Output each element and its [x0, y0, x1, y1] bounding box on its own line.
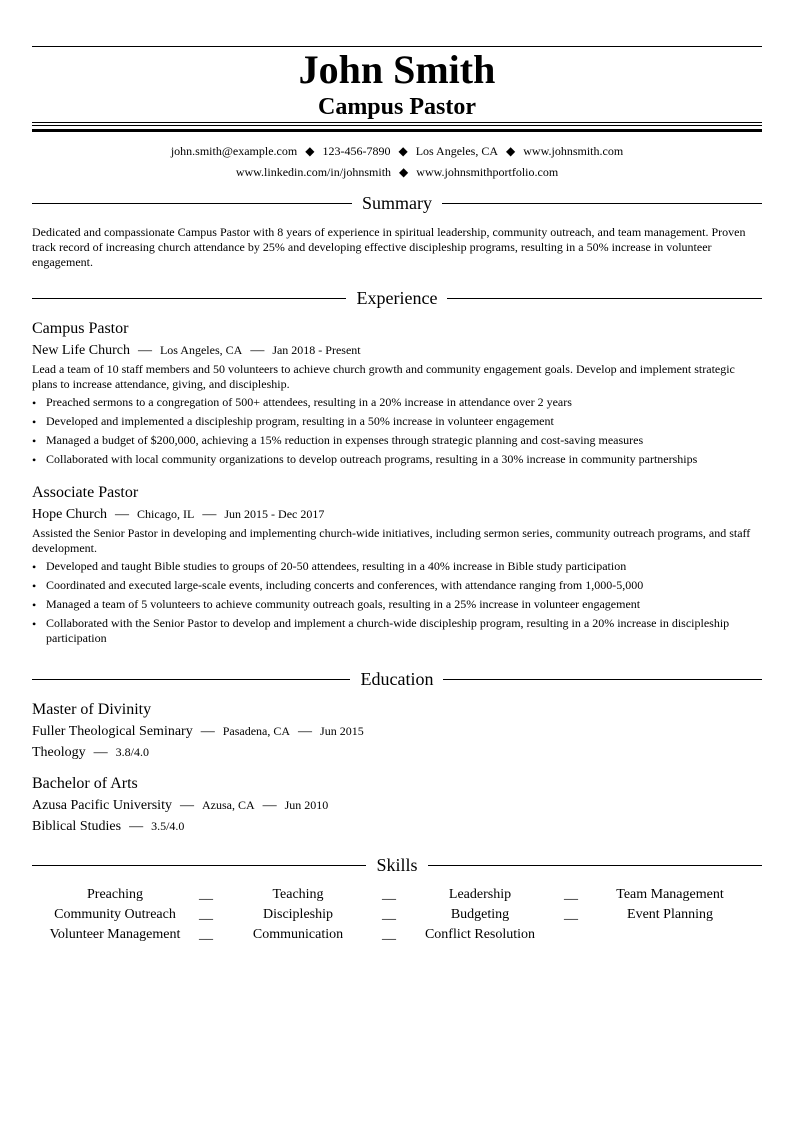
- dash-separator: —: [115, 507, 130, 522]
- degree-title: Master of Divinity: [32, 701, 152, 718]
- contact-line-2: [32, 164, 762, 180]
- contact-website[interactable]: www.johnsmith.com: [523, 144, 624, 158]
- dash-separator: —: [298, 724, 313, 739]
- list-item: • Collaborated with the Senior Pastor to develop and implement a church-wide discipleship program, resulting in a 20% increase in discipleship participation: [32, 616, 762, 646]
- summary-heading: [32, 193, 762, 215]
- school-name: Azusa Pacific University: [32, 798, 172, 813]
- dash-separator: —: [202, 507, 217, 522]
- list-item: • Developed and taught Bible studies to groups of 20-50 attendees, resulting in a 40% increase in Bible study participation: [32, 559, 762, 574]
- skill-item: Community Outreach: [54, 907, 176, 922]
- education-school-row: [32, 796, 762, 815]
- job-title: Associate Pastor: [32, 484, 139, 501]
- job-dates: Jan 2018 - Present: [272, 343, 361, 357]
- job-location: Los Angeles, CA: [159, 343, 243, 357]
- skill-item: Team Management: [616, 887, 724, 902]
- job-title: Campus Pastor: [32, 320, 129, 337]
- skills-row: [32, 905, 762, 925]
- education-entry: [32, 774, 762, 836]
- education-field-row: [32, 743, 762, 762]
- candidate-name: John Smith: [298, 47, 496, 92]
- job-entry: [32, 483, 762, 650]
- job-location: Chicago, IL: [137, 507, 195, 521]
- job-org: Hope Church: [32, 507, 108, 522]
- job-description: Assisted the Senior Pastor in developing and implementing church-wide initiatives, including sermon series, community outreach programs, and staff development.: [32, 526, 751, 555]
- skill-separator: __: [199, 907, 213, 922]
- job-bullets: [32, 395, 762, 467]
- field-of-study: Theology: [32, 745, 86, 760]
- school-location: Azusa, CA: [201, 798, 255, 812]
- skills-grid: [32, 885, 762, 945]
- list-item: • Managed a team of 5 volunteers to achieve community outreach goals, resulting in a 25% increase in volunteer engagement: [32, 597, 762, 612]
- skill-separator: __: [199, 887, 213, 902]
- skill-separator: __: [564, 907, 578, 922]
- skill-item: Leadership: [448, 887, 512, 902]
- skill-item: Budgeting: [450, 907, 510, 922]
- job-entry: [32, 319, 762, 471]
- header-rule-3: [32, 129, 762, 132]
- job-meta: [32, 341, 762, 360]
- education-heading-label: Education: [351, 669, 444, 689]
- skills-row: [32, 885, 762, 905]
- list-item: • Coordinated and executed large-scale events, including concerts and conferences, with attendance ranging from 1,000-5,000: [32, 578, 762, 593]
- dash-separator: —: [129, 819, 144, 834]
- school-name: Fuller Theological Seminary: [32, 724, 193, 739]
- skill-separator: __: [382, 887, 396, 902]
- contact-portfolio[interactable]: www.johnsmithportfolio.com: [416, 165, 559, 179]
- header-rule-1: [32, 122, 762, 123]
- dash-separator: —: [179, 798, 194, 813]
- contact-email[interactable]: john.smith@example.com: [170, 144, 298, 158]
- list-item: • Collaborated with local community organizations to develop outreach programs, resulting in a 30% increase in community partnerships: [32, 452, 762, 467]
- summary-text: Dedicated and compassionate Campus Pastor with 8 years of experience in spiritual leadership, community outreach, and team management. Proven track record of increasing church attendance by 25% and developing effective discipleship programs, resulting in a 50% increase in volunteer engagement.: [32, 225, 746, 269]
- contact-linkedin[interactable]: www.linkedin.com/in/johnsmith: [235, 165, 392, 179]
- candidate-title: Campus Pastor: [317, 94, 476, 120]
- gpa: 3.8/4.0: [115, 745, 149, 759]
- education-entry: [32, 700, 762, 762]
- education-heading: [32, 669, 762, 691]
- gpa: 3.5/4.0: [151, 819, 185, 833]
- contact-phone[interactable]: 123-456-7890: [322, 144, 391, 158]
- job-org: New Life Church: [32, 343, 130, 358]
- job-bullets: [32, 559, 762, 646]
- skills-row: [32, 925, 762, 945]
- contact-location: Los Angeles, CA: [415, 144, 499, 158]
- skill-item: Communication: [252, 927, 344, 942]
- list-item: • Developed and implemented a discipleship program, resulting in a 50% increase in volunteer engagement: [32, 414, 762, 429]
- school-location: Pasadena, CA: [222, 724, 291, 738]
- dash-separator: —: [262, 798, 277, 813]
- dash-separator: —: [250, 343, 265, 358]
- graduation-date: Jun 2015: [320, 724, 364, 738]
- list-item: • Managed a budget of $200,000, achieving a 15% reduction in expenses through strategic planning and cost-saving measures: [32, 433, 762, 448]
- skill-item: Event Planning: [627, 907, 713, 922]
- diamond-separator-icon: ◆: [305, 144, 315, 158]
- graduation-date: Jun 2010: [284, 798, 329, 812]
- skill-item: Volunteer Management: [49, 927, 181, 942]
- skills-heading: [32, 855, 762, 877]
- education-school-row: [32, 722, 762, 741]
- dash-separator: —: [137, 343, 152, 358]
- job-meta: [32, 505, 762, 524]
- dash-separator: —: [93, 745, 108, 760]
- degree-title: Bachelor of Arts: [32, 775, 138, 792]
- dash-separator: —: [200, 724, 215, 739]
- skill-item: Preaching: [87, 887, 143, 902]
- job-description: Lead a team of 10 staff members and 50 volunteers to achieve church growth and community engagement goals. Develop and implement strategic plans to increase attendance, giving, and discipleship.: [32, 362, 735, 391]
- list-item: • Preached sermons to a congregation of 500+ attendees, resulting in a 20% increase in attendance over 2 years: [32, 395, 762, 410]
- field-of-study: Biblical Studies: [32, 819, 122, 834]
- diamond-separator-icon: ◆: [399, 165, 409, 179]
- skill-item: Discipleship: [263, 907, 333, 922]
- experience-heading: [32, 288, 762, 310]
- education-field-row: [32, 817, 762, 836]
- job-dates: Jun 2015 - Dec 2017: [224, 507, 325, 521]
- skill-separator: __: [564, 887, 578, 902]
- diamond-separator-icon: ◆: [506, 144, 516, 158]
- experience-heading-label: Experience: [347, 288, 448, 308]
- skill-item: Conflict Resolution: [424, 927, 536, 942]
- skill-separator: __: [382, 907, 396, 922]
- header-rule-2: [32, 125, 762, 126]
- contact-line-1: [32, 143, 762, 159]
- summary-heading-label: Summary: [352, 193, 442, 213]
- skill-separator: __: [199, 927, 213, 942]
- skills-heading-label: Skills: [366, 855, 427, 875]
- skill-separator: __: [382, 927, 396, 942]
- skill-item: Teaching: [272, 887, 324, 902]
- diamond-separator-icon: ◆: [398, 144, 408, 158]
